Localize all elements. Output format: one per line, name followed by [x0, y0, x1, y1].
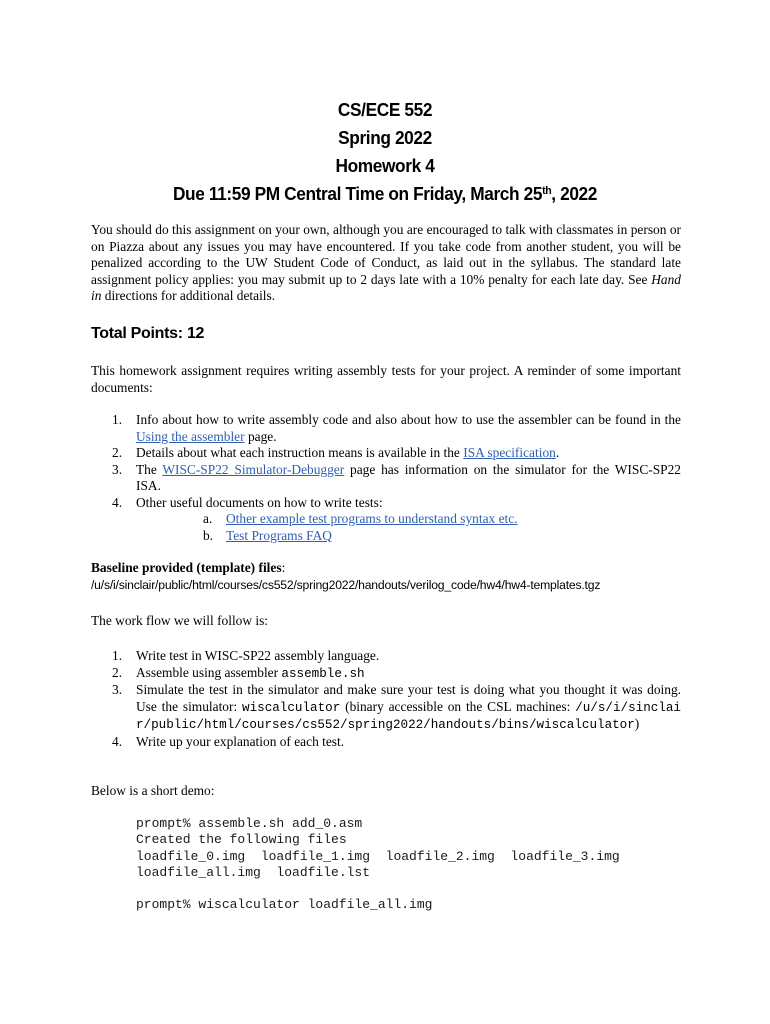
list-text: Info about how to write assembly code and also about how to use the assembler can be found in the	[136, 412, 681, 427]
assemble-command: assemble.sh	[281, 666, 365, 681]
isa-specification-link[interactable]: ISA specification	[463, 445, 556, 460]
list-number: 4.	[112, 494, 123, 510]
baseline-label-text: Baseline provided (template) files	[91, 560, 282, 575]
list-text: Write test in WISC-SP22 assembly language.	[136, 648, 380, 663]
list-text: The	[136, 461, 163, 477]
list-text: Write up your explanation of each test.	[136, 733, 345, 749]
list-item	[91, 412, 681, 445]
total-points-heading: Total Points: 12	[91, 325, 205, 342]
list-number: 1.	[112, 648, 123, 663]
list-number: 1.	[112, 412, 123, 427]
intro-hand-in: Hand in	[91, 271, 681, 303]
intro-paragraph	[91, 222, 681, 305]
list-text: Simulate the test in the simulator and make sure your test is doing what you thought it was doing. Use the simulator:	[136, 682, 681, 714]
list-number: 3.	[112, 461, 123, 477]
list-number: 2.	[112, 445, 123, 460]
sub-list-item	[136, 528, 681, 545]
list-text-mid: (binary accessible on the CSL machines:	[340, 698, 576, 714]
workflow-intro: The work flow we will follow is:	[91, 613, 269, 628]
sub-list	[136, 511, 681, 544]
list-text-post: .	[555, 445, 560, 460]
list-item	[91, 665, 681, 683]
list-text-post: )	[634, 716, 640, 731]
sub-list-letter: b.	[203, 527, 214, 543]
test-programs-faq-link[interactable]: Test Programs FAQ	[226, 527, 332, 543]
simulator-path: /u/s/i/sinclair/public/html/courses/cs552/spring2022/handouts/bins/wiscalculator	[136, 700, 681, 732]
sub-list-item	[136, 511, 681, 528]
list-text: Assemble using assembler	[136, 664, 282, 680]
term-title: Spring 2022	[338, 128, 432, 148]
list-text: Other useful documents on how to write tests:	[136, 494, 383, 510]
due-date-ordinal: th	[542, 185, 552, 197]
list-item	[91, 648, 681, 665]
workflow-list	[91, 648, 681, 750]
intro-text: You should do this assignment on your own, although you are encouraged to talk with classmates in person or on Piazza about any issues you may have encountered. If you take code from another student, you will be penalized according to the UW Student Code of Conduct, as laid out in the syllabus. The standard late assignment policy applies: you may submit up to 2 days late with a 10% penalty for each late day. See	[91, 222, 681, 287]
requirement-paragraph: This homework assignment requires writing assembly tests for your project. A reminder of some important documents:	[91, 363, 681, 395]
list-text-post: page has information on the simulator for the WISC-SP22 ISA.	[136, 461, 681, 493]
demo-code-block: prompt% assemble.sh add_0.asm Created the following files loadfile_0.img loadfile_1.img loadfile_2.img loadfile_3.img loadfile_all.img loadfile.lst prompt% wiscalculator loadfile_all.img	[136, 816, 620, 913]
simulator-command: wiscalculator	[242, 700, 341, 715]
due-date-year: , 2022	[551, 184, 598, 204]
example-test-programs-link[interactable]: Other example test programs to understand syntax etc.	[226, 511, 518, 526]
baseline-colon: :	[281, 560, 286, 575]
list-text: Details about what each instruction means is available in the	[136, 445, 464, 460]
documents-list	[91, 412, 681, 544]
list-item	[91, 682, 681, 734]
list-text-post: page.	[244, 428, 277, 444]
list-number: 2.	[112, 664, 123, 680]
simulator-debugger-link[interactable]: WISC-SP22 Simulator-Debugger	[162, 461, 345, 477]
baseline-path: /u/s/i/sinclair/public/html/courses/cs552/spring2022/handouts/verilog_code/hw4/hw4-templates.tgz	[91, 578, 601, 592]
list-item	[91, 462, 681, 495]
list-item	[91, 734, 681, 751]
list-item	[91, 445, 681, 462]
due-date	[15, 180, 754, 208]
list-item	[91, 495, 681, 545]
sub-list-letter: a.	[203, 511, 213, 526]
intro-tail: directions for additional details.	[101, 288, 276, 303]
course-title: CS/ECE 552	[337, 100, 433, 120]
list-number: 3.	[112, 682, 123, 697]
title-block	[15, 96, 754, 208]
demo-intro: Below is a short demo:	[91, 783, 215, 798]
due-date-text: Due 11:59 PM Central Time on Friday, March 25	[172, 184, 543, 204]
list-number: 4.	[112, 733, 123, 749]
using-assembler-link[interactable]: Using the assembler	[136, 428, 245, 444]
baseline-label	[91, 560, 285, 577]
assignment-title: Homework 4	[335, 156, 435, 176]
